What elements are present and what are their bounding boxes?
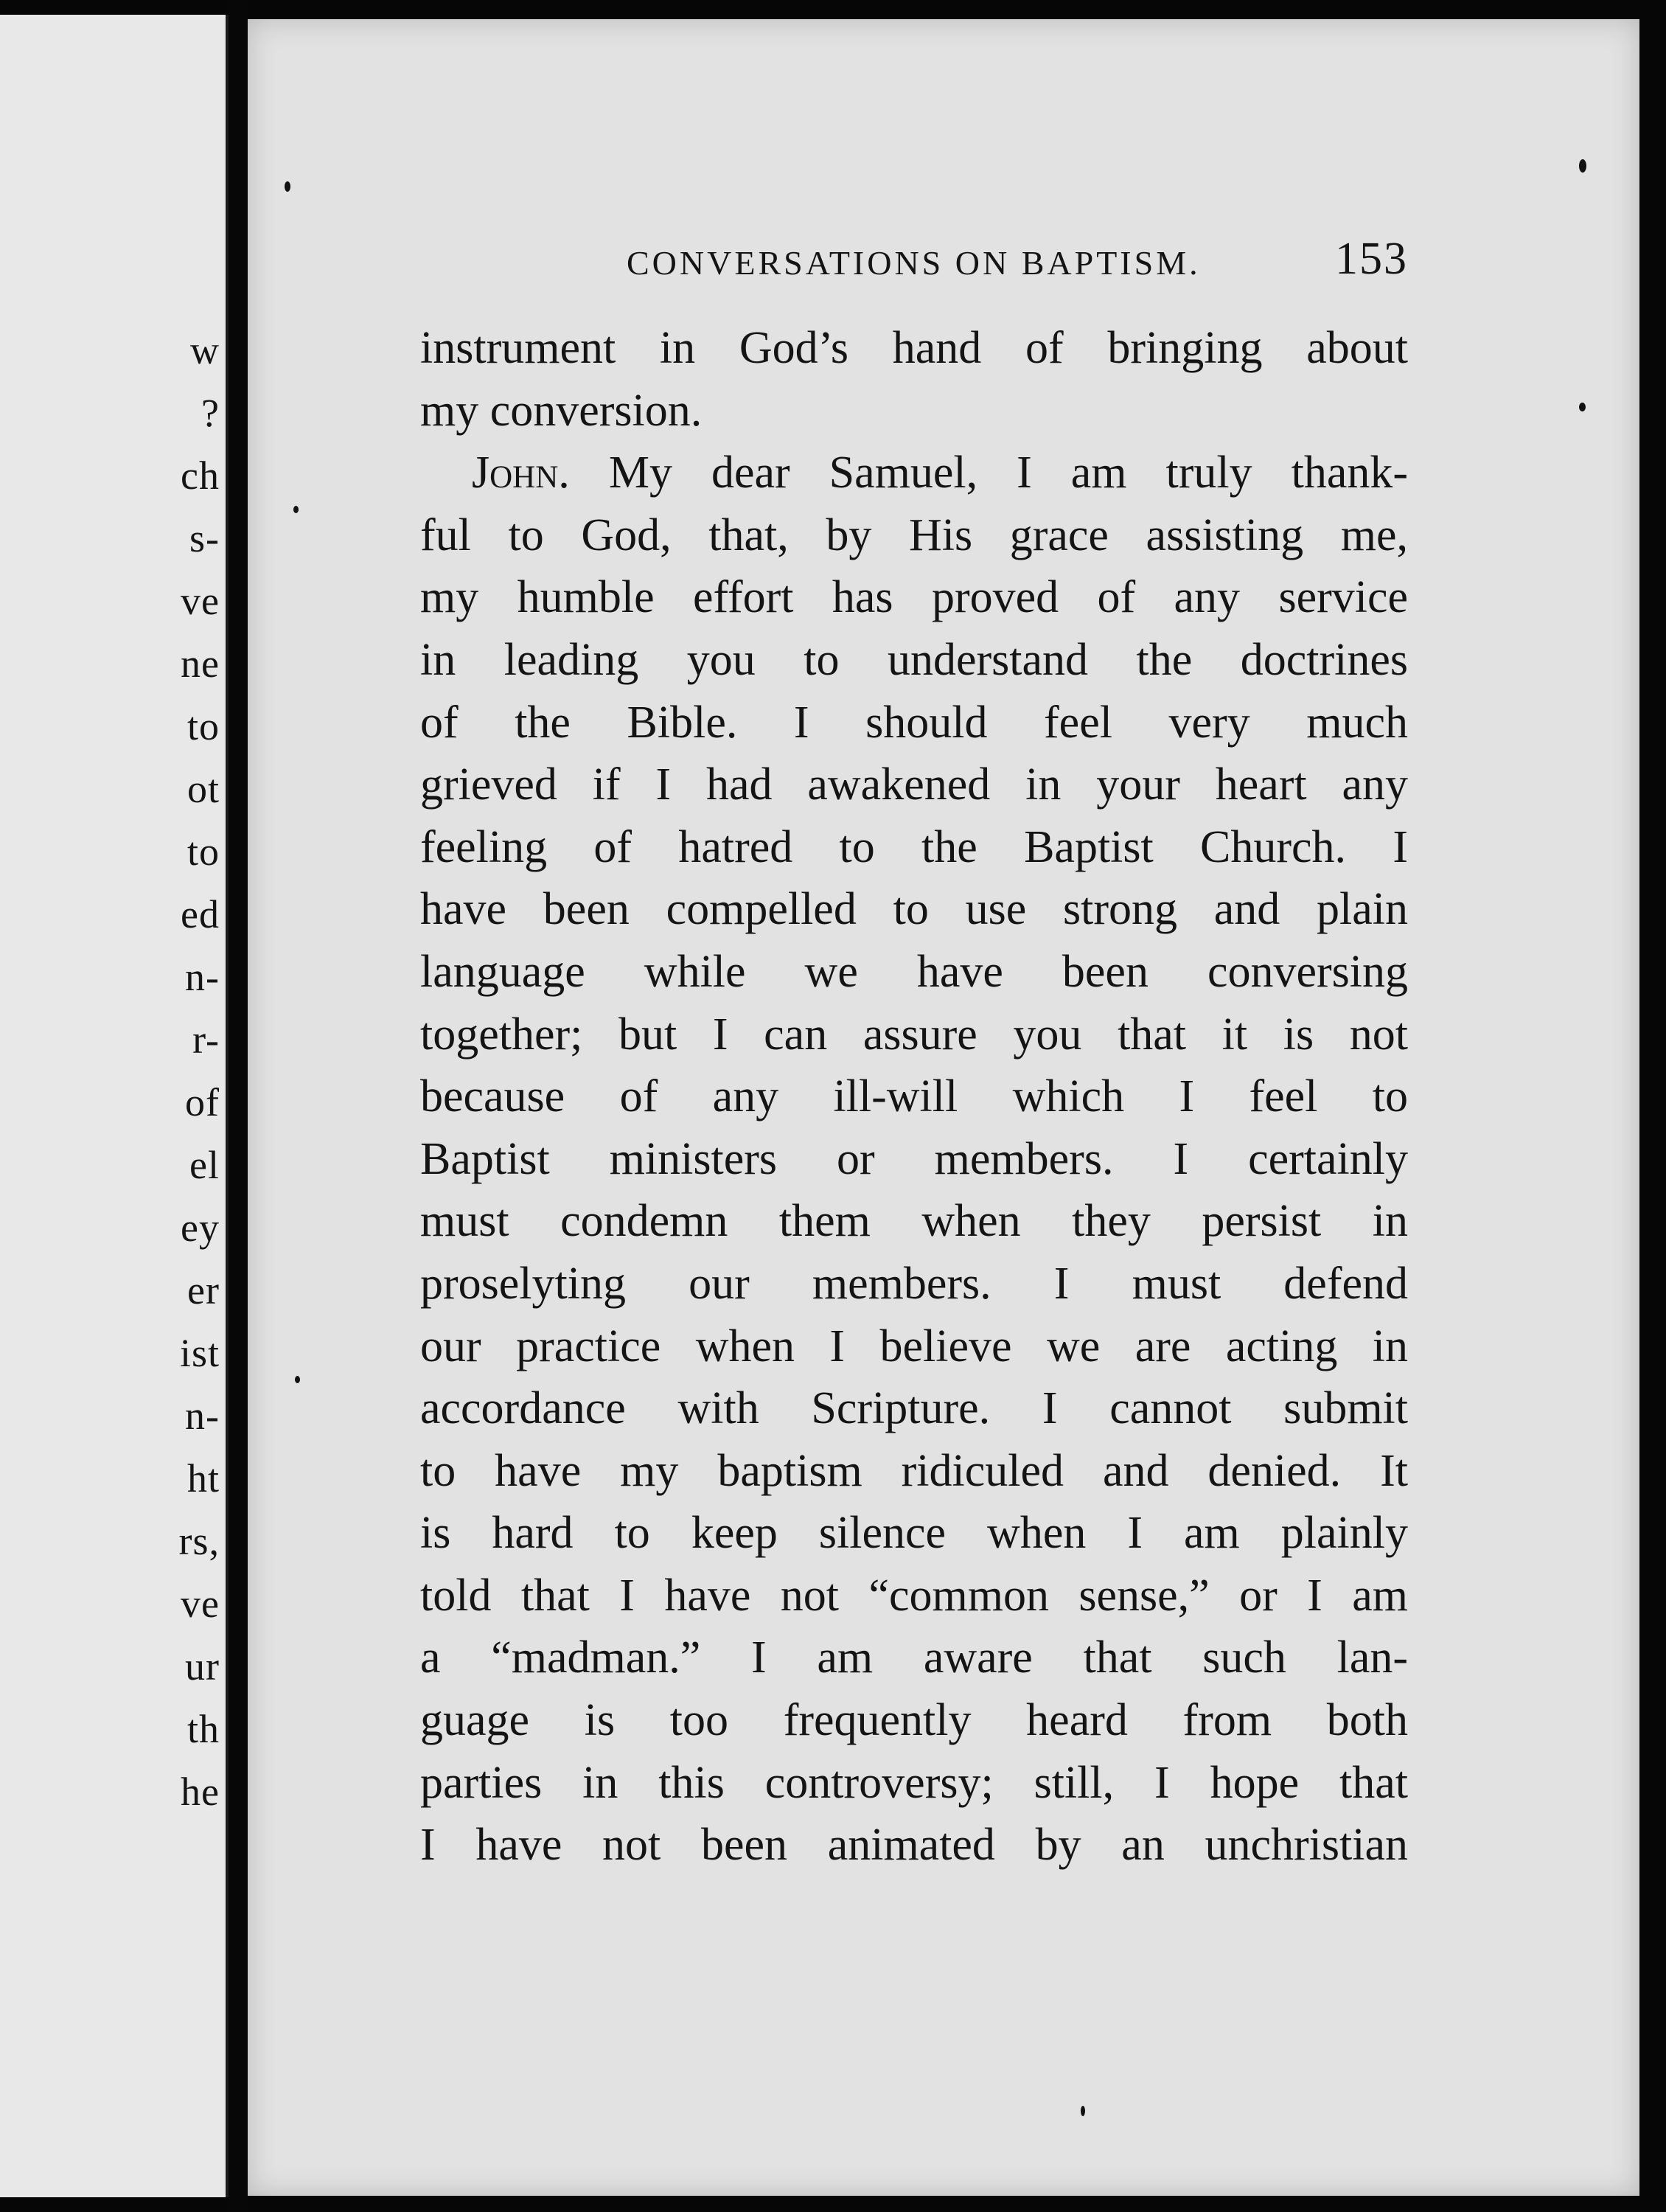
left-fragment: ed xyxy=(181,892,220,936)
text-line: to have my baptism ridiculed and denied. It xyxy=(420,1445,1408,1496)
page-gutter xyxy=(229,0,248,2212)
text-line: I have not been animated by an unchristian xyxy=(420,1820,1408,1871)
left-fragment: s- xyxy=(189,516,220,560)
left-fragment: to xyxy=(187,830,220,874)
text-line: my conversion. xyxy=(420,385,703,436)
text-line: feeling of hatred to the Baptist Church. I xyxy=(420,821,1408,872)
text-line: our practice when I believe we are acting in xyxy=(420,1321,1408,1371)
running-head xyxy=(376,227,1423,286)
left-fragment: ch xyxy=(181,453,220,498)
left-fragment: to xyxy=(187,704,220,748)
text-line: language while we have been conversing xyxy=(420,946,1408,997)
left-fragment: ht xyxy=(187,1456,220,1500)
left-fragment: of xyxy=(185,1080,220,1124)
left-fragment: r- xyxy=(192,1018,220,1062)
left-fragment: ist xyxy=(179,1331,220,1375)
page-number: 153 xyxy=(1335,234,1408,284)
text-line: of the Bible. I should feel very much xyxy=(420,697,1408,748)
text-line: proselyting our members. I must defend xyxy=(420,1258,1408,1309)
dust-speck xyxy=(1081,2106,1085,2116)
dust-speck xyxy=(1579,403,1586,411)
text-line: is hard to keep silence when I am plainly xyxy=(420,1508,1408,1559)
dust-speck xyxy=(295,1376,300,1383)
text-line: together; but I can assure you that it is not xyxy=(420,1009,1408,1060)
left-fragment: w xyxy=(190,328,220,372)
text-line: must condemn them when they persist in xyxy=(420,1196,1408,1247)
dust-speck xyxy=(293,506,299,513)
left-fragment: er xyxy=(187,1268,220,1312)
text-line: Baptist ministers or members. I certainly xyxy=(420,1133,1408,1184)
text-line: grieved if I had awakened in your heart any xyxy=(420,759,1408,810)
speaker-name: John. xyxy=(472,448,570,498)
body-text xyxy=(420,317,1408,1877)
dust-speck xyxy=(1579,159,1586,173)
left-fragment: ot xyxy=(187,767,220,811)
left-fragment: ne xyxy=(181,641,220,686)
text-line: parties in this controversy; still, I hope that xyxy=(420,1757,1408,1808)
left-fragment: ur xyxy=(185,1644,220,1688)
text-line: because of any ill-will which I feel to xyxy=(420,1071,1408,1122)
left-fragment: n- xyxy=(185,955,220,999)
left-fragment: he xyxy=(181,1770,220,1814)
left-fragment: el xyxy=(189,1143,220,1187)
left-fragment: n- xyxy=(185,1394,220,1438)
speaker-line-text: My dear Samuel, I am truly thank- xyxy=(608,448,1408,498)
text-line: accordance with Scripture. I cannot submit xyxy=(420,1383,1408,1434)
left-fragment: rs, xyxy=(178,1519,220,1563)
text-line: in leading you to understand the doctrines xyxy=(420,634,1408,685)
previous-page-edge xyxy=(0,15,229,2197)
left-fragment: ve xyxy=(181,1582,220,1626)
text-line: have been compelled to use strong and plain xyxy=(420,884,1408,935)
text-line xyxy=(420,442,1408,504)
left-fragment: ey xyxy=(181,1206,220,1250)
left-fragment: ve xyxy=(181,579,220,623)
text-line: my humble effort has proved of any service xyxy=(420,572,1408,623)
dust-speck xyxy=(285,181,290,192)
text-line: guage is too frequently heard from both xyxy=(420,1695,1408,1746)
text-line: a “madman.” I am aware that such lan- xyxy=(420,1632,1408,1683)
text-line: instrument in God’s hand of bringing about xyxy=(420,323,1408,373)
text-line: told that I have not “common sense,” or I am xyxy=(420,1570,1408,1621)
left-fragment: th xyxy=(187,1707,220,1751)
text-line: ful to God, that, by His grace assisting me, xyxy=(420,509,1408,560)
left-fragment: ? xyxy=(201,391,220,435)
running-title: CONVERSATIONS ON BAPTISM. xyxy=(627,244,1201,282)
